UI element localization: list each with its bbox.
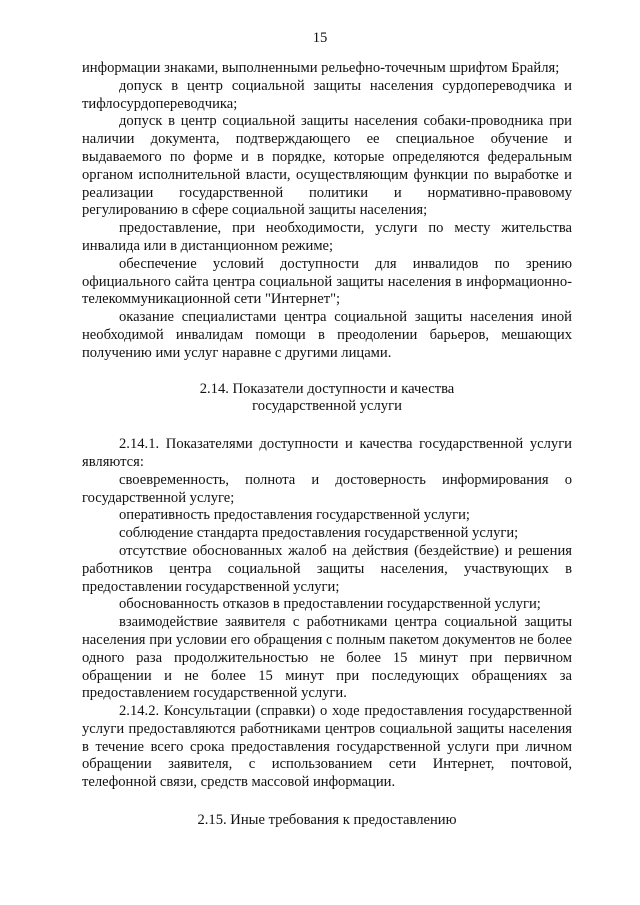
paragraph: своевременность, полнота и достоверность информирования о государственной услуге; [82,471,572,506]
paragraph: оперативность предоставления государственной услуги; [119,507,470,524]
section-heading-2-14 [82,381,572,417]
paragraph: 2.14.1. Показателями доступности и качества государственной услуги являются: [82,436,572,470]
section-heading-2-15 [82,812,572,830]
section-heading-line: государственной услуги [252,398,402,415]
paragraph: допуск в центр социальной защиты населения сурдопереводчика и тифлосурдопереводчика; [82,77,572,112]
paragraph: оказание специалистами центра социальной защиты населения иной необходимой инвалидам помощи в преодолении барьеров, мешающих получению ими услуг наравне с другими лицами. [82,309,572,361]
paragraph: отсутствие обоснованных жалоб на действия (бездействие) и решения работников центра социальной защиты населения, участвующих в предоставлении государственной услуги; [82,542,572,595]
paragraph: соблюдение стандарта предоставления государственной услуги; [119,525,519,542]
body-text [82,60,572,830]
paragraph: допуск в центр социальной защиты населения собаки-проводника при наличии документа, подтверждающего ее специальное обучение и выдаваемого по форме и в порядке, которые определяются федеральным органом исполнительной власти, осуществляющим функции по выработке и реализации государственной политики и нормативно-правовому регулированию в сфере социальной защиты населения; [82,113,572,219]
section-heading-line: 2.15. Иные требования к предоставлению [197,812,457,829]
paragraph: взаимодействие заявителя с работниками центра социальной защиты населения при условии его обращения с полным пакетом документов не более одного раза продолжительностью не более 15 минут при первичном обращении и не более 15 минут при последующих обращениях за предоставлением государственной услуги. [82,614,572,702]
paragraph: 2.14.2. Консультации (справки) о ходе предоставления государственной услуги предоставляются работниками центров социальной защиты населения в течение всего срока предоставления государственной услуги при личном обращении заявителя, с использованием сети Интернет, почтовой, телефонной связи, средств массовой информации. [82,703,572,791]
page-number: 15 [312,30,328,46]
section-heading-line: 2.14. Показатели доступности и качества [199,380,455,397]
paragraph: информации знаками, выполненными рельефно-точечным шрифтом Брайля; [82,60,560,76]
paragraph: предоставление, при необходимости, услуги по месту жительства инвалида или в дистанционном режиме; [82,220,572,254]
paragraph: обоснованность отказов в предоставлении государственной услуги; [119,596,541,613]
paragraph: обеспечение условий доступности для инвалидов по зрению официального сайта центра социальной защиты населения в информационно-телекоммуникационной сети "Интернет"; [82,255,572,308]
